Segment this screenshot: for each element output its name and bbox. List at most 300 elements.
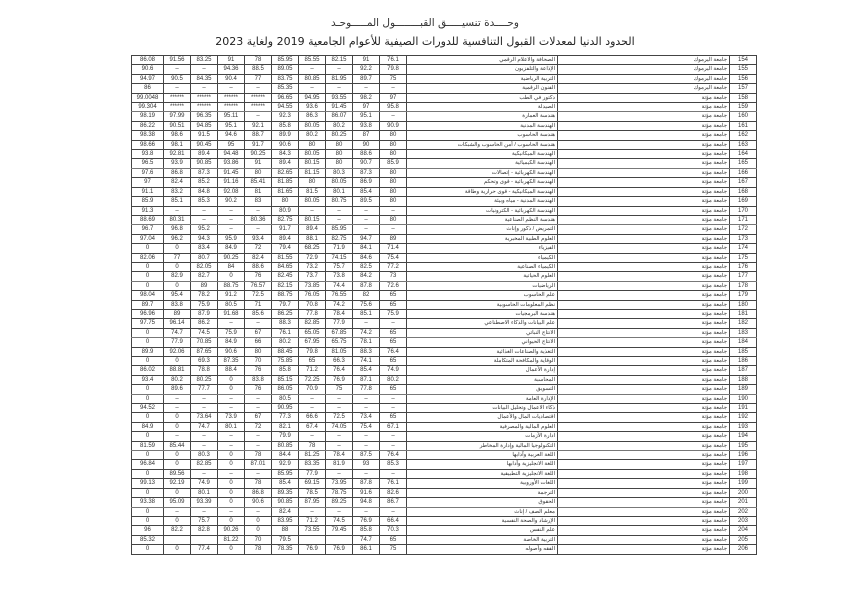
- score-cell: 97: [380, 93, 407, 102]
- score-cell: [299, 535, 326, 544]
- university-cell: جامعة اليرموك: [558, 65, 730, 74]
- score-cell: –: [299, 507, 326, 516]
- score-cell: 90.6: [272, 140, 299, 149]
- row-number-cell: 161: [730, 121, 757, 130]
- specialization-cell: الهندسة الكهربائية - قوى وتحكم: [407, 178, 558, 187]
- score-cell: 78: [245, 479, 272, 488]
- score-cell: 91.45: [218, 168, 245, 177]
- score-cell: 0: [132, 413, 164, 422]
- score-cell: –: [353, 441, 380, 450]
- score-cell: –: [245, 507, 272, 516]
- row-number-cell: 170: [730, 206, 757, 215]
- score-cell: 95.1: [218, 121, 245, 130]
- score-cell: 94.95: [299, 93, 326, 102]
- score-cell: 86.3: [299, 112, 326, 121]
- score-cell: 88.45: [272, 347, 299, 356]
- score-cell: 83.8: [164, 300, 191, 309]
- university-cell: جامعة مؤتة: [558, 121, 730, 130]
- score-cell: 85.9: [132, 197, 164, 206]
- score-cell: 81.25: [299, 451, 326, 460]
- score-cell: 85.44: [164, 441, 191, 450]
- score-cell: 89.4: [272, 159, 299, 168]
- score-cell: 80: [380, 168, 407, 177]
- university-cell: جامعة مؤتة: [558, 187, 730, 196]
- university-cell: جامعة مؤتة: [558, 159, 730, 168]
- score-cell: 82.7: [191, 272, 218, 281]
- score-cell: 97.6: [132, 168, 164, 177]
- university-cell: جامعة مؤتة: [558, 507, 730, 516]
- score-cell: 88.4: [218, 366, 245, 375]
- score-cell: –: [191, 507, 218, 516]
- specialization-cell: هندسة الحاسوب: [407, 131, 558, 140]
- score-cell: 66.3: [326, 357, 353, 366]
- score-cell: 94.48: [218, 150, 245, 159]
- score-cell: 85.32: [132, 535, 164, 544]
- score-cell: 88: [272, 526, 299, 535]
- score-cell: 87.35: [218, 357, 245, 366]
- specialization-cell: اللغة العربية وآدابها: [407, 451, 558, 460]
- score-cell: 73: [380, 272, 407, 281]
- score-cell: 65.75: [326, 338, 353, 347]
- score-cell: 80.2: [299, 131, 326, 140]
- row-number-cell: 201: [730, 498, 757, 507]
- score-cell: –: [380, 469, 407, 478]
- specialization-cell: اللغة الانجليزية التطبيقية: [407, 469, 558, 478]
- score-cell: 98.66: [132, 140, 164, 149]
- score-cell: 96.14: [164, 319, 191, 328]
- score-cell: 99.0048: [132, 93, 164, 102]
- score-cell: 0: [164, 262, 191, 271]
- score-cell: 73.2: [299, 262, 326, 271]
- score-cell: 91.2: [218, 291, 245, 300]
- specialization-cell: علم الحاسوب: [407, 291, 558, 300]
- score-cell: 92.2: [353, 65, 380, 74]
- score-cell: 98.38: [132, 131, 164, 140]
- score-cell: 83.95: [272, 516, 299, 525]
- score-cell: 80.2: [326, 121, 353, 130]
- score-cell: 75.4: [380, 253, 407, 262]
- row-number-cell: 199: [730, 479, 757, 488]
- score-cell: 82.05: [191, 262, 218, 271]
- score-cell: 85.15: [272, 375, 299, 384]
- score-cell: 85.8: [353, 526, 380, 535]
- score-cell: 84.3: [272, 150, 299, 159]
- table-row: [132, 281, 757, 290]
- score-cell: 80.31: [164, 215, 191, 224]
- score-cell: 87.3: [353, 168, 380, 177]
- table-row: [132, 103, 757, 112]
- university-cell: جامعة مؤتة: [558, 328, 730, 337]
- score-cell: 86.08: [132, 56, 164, 65]
- specialization-cell: اللغة الانجليزية وآدابها: [407, 460, 558, 469]
- score-cell: 78: [245, 56, 272, 65]
- table-row: [132, 168, 757, 177]
- score-cell: 82.06: [132, 253, 164, 262]
- table-row: [132, 65, 757, 74]
- score-cell: 88.75: [218, 281, 245, 290]
- score-cell: 75.85: [272, 357, 299, 366]
- score-cell: 87.3: [191, 168, 218, 177]
- score-cell: 81: [245, 187, 272, 196]
- score-cell: 91.1: [132, 187, 164, 196]
- score-cell: 76: [245, 272, 272, 281]
- score-cell: 80: [326, 140, 353, 149]
- university-cell: جامعة مؤتة: [558, 272, 730, 281]
- specialization-cell: الهندسة المدنية: [407, 121, 558, 130]
- score-cell: –: [191, 404, 218, 413]
- score-cell: 79.5: [272, 535, 299, 544]
- score-cell: 98.04: [132, 291, 164, 300]
- score-cell: 0: [132, 281, 164, 290]
- score-cell: –: [191, 441, 218, 450]
- university-cell: جامعة اليرموك: [558, 84, 730, 93]
- score-cell: –: [218, 507, 245, 516]
- table-row: [132, 272, 757, 281]
- score-cell: 0: [132, 488, 164, 497]
- specialization-cell: الإرشاد والصحة النفسية: [407, 516, 558, 525]
- score-cell: –: [353, 225, 380, 234]
- score-cell: 73.9: [218, 413, 245, 422]
- score-cell: 78.35: [272, 545, 299, 554]
- score-cell: 75.4: [353, 422, 380, 431]
- specialization-cell: اللغات الأوروبية: [407, 479, 558, 488]
- score-cell: 73.85: [299, 281, 326, 290]
- score-cell: 0: [132, 272, 164, 281]
- score-cell: 91.6: [353, 488, 380, 497]
- score-cell: 84.4: [272, 451, 299, 460]
- table-row: [132, 545, 757, 554]
- score-cell: 80.3: [191, 451, 218, 460]
- score-cell: 80: [326, 159, 353, 168]
- score-cell: 70.85: [191, 338, 218, 347]
- score-cell: 96.2: [164, 234, 191, 243]
- score-cell: 86.1: [353, 545, 380, 554]
- specialization-cell: الانتاج الحيواني: [407, 338, 558, 347]
- score-cell: 76: [245, 366, 272, 375]
- score-cell: 70.9: [299, 385, 326, 394]
- score-cell: –: [299, 432, 326, 441]
- score-cell: 84.8: [191, 187, 218, 196]
- specialization-cell: علم النفس: [407, 526, 558, 535]
- score-cell: 80.7: [191, 253, 218, 262]
- specialization-cell: التكنولوجيا المالية وإدارة المخاطر: [407, 441, 558, 450]
- score-cell: 86.7: [380, 498, 407, 507]
- score-cell: 82.6: [380, 488, 407, 497]
- score-cell: –: [218, 215, 245, 224]
- row-number-cell: 176: [730, 262, 757, 271]
- specialization-cell: نظم المعلومات الحاسوبية: [407, 300, 558, 309]
- score-cell: 95.9: [218, 234, 245, 243]
- score-cell: 96.35: [191, 112, 218, 121]
- score-cell: 0: [218, 545, 245, 554]
- score-cell: 90.4: [218, 74, 245, 83]
- score-cell: 90.26: [218, 526, 245, 535]
- score-cell: 75.9: [218, 328, 245, 337]
- score-cell: 88.6: [353, 150, 380, 159]
- university-cell: جامعة مؤتة: [558, 215, 730, 224]
- score-cell: 86.07: [326, 112, 353, 121]
- university-cell: جامعة مؤتة: [558, 394, 730, 403]
- specialization-cell: معلم الصف / إناث: [407, 507, 558, 516]
- university-cell: جامعة مؤتة: [558, 253, 730, 262]
- score-cell: 80.2: [272, 338, 299, 347]
- score-cell: 93.86: [218, 159, 245, 168]
- score-cell: 85.55: [299, 56, 326, 65]
- score-cell: –: [380, 432, 407, 441]
- score-cell: 90.51: [164, 121, 191, 130]
- score-cell: 80: [326, 150, 353, 159]
- score-cell: 75.9: [380, 309, 407, 318]
- score-cell: 83: [245, 197, 272, 206]
- table-row: [132, 338, 757, 347]
- score-cell: 95.11: [218, 112, 245, 121]
- score-cell: 86.8: [164, 168, 191, 177]
- score-cell: 75.7: [191, 516, 218, 525]
- university-cell: جامعة اليرموك: [558, 56, 730, 65]
- score-cell: 96.65: [272, 93, 299, 102]
- score-cell: 79.8: [380, 65, 407, 74]
- score-cell: 86: [132, 84, 164, 93]
- score-cell: 93.4: [132, 375, 164, 384]
- specialization-cell: دكتور في الطب: [407, 93, 558, 102]
- row-number-cell: 205: [730, 535, 757, 544]
- unit-title: وحــــدة تنسيـــــق القبــــــــول المـــــوحـد: [331, 17, 519, 29]
- university-cell: جامعة مؤتة: [558, 479, 730, 488]
- score-cell: 73.4: [353, 413, 380, 422]
- score-cell: 74.5: [191, 328, 218, 337]
- score-cell: 91: [245, 159, 272, 168]
- score-cell: 80.9: [272, 206, 299, 215]
- university-cell: جامعة مؤتة: [558, 112, 730, 121]
- table-row: [132, 121, 757, 130]
- score-cell: –: [245, 404, 272, 413]
- score-cell: 84.35: [191, 74, 218, 83]
- score-cell: 65: [299, 357, 326, 366]
- specialization-cell: الحقوق: [407, 498, 558, 507]
- table-row: [132, 56, 757, 65]
- score-cell: 0: [164, 460, 191, 469]
- specialization-cell: الفنون الرقمية: [407, 84, 558, 93]
- score-cell: 76.1: [380, 56, 407, 65]
- score-cell: –: [326, 432, 353, 441]
- score-cell: 85.8: [272, 366, 299, 375]
- score-cell: –: [380, 225, 407, 234]
- score-cell: 65: [380, 413, 407, 422]
- score-cell: 90.2: [218, 197, 245, 206]
- row-number-cell: 189: [730, 385, 757, 394]
- score-cell: 80: [380, 131, 407, 140]
- university-cell: جامعة مؤتة: [558, 366, 730, 375]
- score-cell: 91.5: [191, 131, 218, 140]
- score-cell: 97.99: [164, 112, 191, 121]
- score-cell: 69.15: [299, 479, 326, 488]
- score-cell: –: [326, 394, 353, 403]
- score-cell: 79.4: [272, 244, 299, 253]
- score-cell: 0: [164, 451, 191, 460]
- score-cell: [164, 535, 191, 544]
- row-number-cell: 187: [730, 366, 757, 375]
- score-cell: 92.81: [164, 150, 191, 159]
- score-cell: 75.6: [353, 300, 380, 309]
- score-cell: 82.15: [272, 281, 299, 290]
- university-cell: جامعة مؤتة: [558, 234, 730, 243]
- score-cell: 65: [380, 300, 407, 309]
- score-cell: 82: [353, 291, 380, 300]
- score-cell: 91: [353, 56, 380, 65]
- score-cell: –: [164, 404, 191, 413]
- score-cell: 0: [164, 488, 191, 497]
- specialization-cell: التربية الرياضية: [407, 74, 558, 83]
- specialization-cell: علم البيانات والذكاء الاصطناعي: [407, 319, 558, 328]
- row-number-cell: 157: [730, 84, 757, 93]
- score-cell: 84: [218, 262, 245, 271]
- score-cell: –: [353, 84, 380, 93]
- score-cell: 80.5: [272, 394, 299, 403]
- specialization-cell: العلوم المالية والمصرفية: [407, 422, 558, 431]
- specialization-cell: هندسة النظم الصناعية: [407, 215, 558, 224]
- score-cell: 94.36: [218, 65, 245, 74]
- score-cell: 80: [299, 178, 326, 187]
- score-cell: 80: [272, 197, 299, 206]
- score-cell: –: [380, 441, 407, 450]
- table-row: [132, 215, 757, 224]
- row-number-cell: 203: [730, 516, 757, 525]
- score-cell: 71: [245, 300, 272, 309]
- score-cell: 75: [380, 545, 407, 554]
- university-cell: جامعة مؤتة: [558, 347, 730, 356]
- row-number-cell: 178: [730, 281, 757, 290]
- university-cell: جامعة مؤتة: [558, 526, 730, 535]
- score-cell: 80: [245, 347, 272, 356]
- score-cell: 75: [380, 74, 407, 83]
- score-cell: 80.1: [191, 488, 218, 497]
- row-number-cell: 206: [730, 545, 757, 554]
- score-cell: 83.35: [299, 460, 326, 469]
- score-cell: 0: [132, 545, 164, 554]
- score-cell: 65: [380, 328, 407, 337]
- score-cell: –: [353, 394, 380, 403]
- table-row: [132, 187, 757, 196]
- specialization-cell: إدارة الأعمال: [407, 366, 558, 375]
- table-row: [132, 262, 757, 271]
- score-cell: 94.97: [132, 74, 164, 83]
- score-cell: 94.6: [218, 131, 245, 140]
- university-cell: جامعة مؤتة: [558, 93, 730, 102]
- row-number-cell: 182: [730, 319, 757, 328]
- score-cell: 82.5: [353, 262, 380, 271]
- table-row: [132, 74, 757, 83]
- score-cell: 94.8: [353, 498, 380, 507]
- score-cell: 0: [132, 507, 164, 516]
- score-cell: 97: [353, 103, 380, 112]
- table-row: [132, 150, 757, 159]
- score-cell: 80.05: [326, 178, 353, 187]
- score-cell: 76.9: [353, 516, 380, 525]
- score-cell: 80.2: [164, 375, 191, 384]
- table-row: [132, 441, 757, 450]
- score-cell: 76.9: [326, 545, 353, 554]
- score-cell: 90.7: [353, 159, 380, 168]
- score-cell: –: [164, 432, 191, 441]
- score-cell: 67: [245, 328, 272, 337]
- specialization-cell: ذكاء الاعمال وتحليل البيانات: [407, 404, 558, 413]
- row-number-cell: 168: [730, 187, 757, 196]
- score-cell: 74.15: [326, 253, 353, 262]
- score-cell: 89.05: [272, 65, 299, 74]
- row-number-cell: 160: [730, 112, 757, 121]
- specialization-cell: الصحافة والاعلام الرقمي: [407, 56, 558, 65]
- score-cell: 78.4: [326, 309, 353, 318]
- score-cell: 85.35: [272, 84, 299, 93]
- score-cell: –: [245, 319, 272, 328]
- score-cell: 83.25: [191, 56, 218, 65]
- score-cell: 82.65: [272, 168, 299, 177]
- score-cell: 77.4: [191, 545, 218, 554]
- score-cell: 65: [380, 291, 407, 300]
- score-cell: –: [326, 65, 353, 74]
- score-cell: 0: [132, 262, 164, 271]
- specialization-cell: العلوم الطبية المخبرية: [407, 234, 558, 243]
- score-cell: 79.8: [299, 347, 326, 356]
- score-cell: 70: [245, 535, 272, 544]
- row-number-cell: 162: [730, 131, 757, 140]
- score-cell: 0: [218, 498, 245, 507]
- score-cell: 96.8: [164, 225, 191, 234]
- row-number-cell: 155: [730, 65, 757, 74]
- score-cell: 90.9: [380, 121, 407, 130]
- university-cell: جامعة مؤتة: [558, 451, 730, 460]
- row-number-cell: 197: [730, 460, 757, 469]
- score-cell: 0: [218, 375, 245, 384]
- score-cell: 86.02: [132, 366, 164, 375]
- score-cell: 87.9: [191, 309, 218, 318]
- score-cell: 77: [245, 74, 272, 83]
- score-cell: 92.9: [272, 460, 299, 469]
- row-number-cell: 188: [730, 375, 757, 384]
- score-cell: 85.4: [272, 479, 299, 488]
- score-cell: 97.75: [132, 319, 164, 328]
- row-number-cell: 163: [730, 140, 757, 149]
- table-row: [132, 131, 757, 140]
- table-row: [132, 140, 757, 149]
- university-cell: جامعة مؤتة: [558, 498, 730, 507]
- score-cell: 0: [132, 338, 164, 347]
- university-cell: جامعة مؤتة: [558, 131, 730, 140]
- score-cell: 78: [299, 441, 326, 450]
- score-cell: 80.1: [218, 422, 245, 431]
- university-cell: جامعة مؤتة: [558, 291, 730, 300]
- score-cell: 93.4: [245, 234, 272, 243]
- score-cell: 77: [164, 253, 191, 262]
- table-row: [132, 178, 757, 187]
- specialization-cell: الفيزياء: [407, 244, 558, 253]
- score-cell: –: [191, 206, 218, 215]
- university-cell: جامعة مؤتة: [558, 469, 730, 478]
- score-cell: –: [191, 394, 218, 403]
- score-cell: 81.5: [299, 187, 326, 196]
- score-cell: 81.55: [272, 253, 299, 262]
- score-cell: 88.7: [245, 131, 272, 140]
- score-cell: 80: [380, 215, 407, 224]
- university-cell: جامعة مؤتة: [558, 545, 730, 554]
- score-cell: 82.75: [326, 234, 353, 243]
- university-cell: جامعة مؤتة: [558, 309, 730, 318]
- score-cell: 0: [218, 460, 245, 469]
- table-row: [132, 300, 757, 309]
- score-cell: 76: [245, 385, 272, 394]
- score-cell: 91.7: [272, 225, 299, 234]
- score-cell: –: [353, 432, 380, 441]
